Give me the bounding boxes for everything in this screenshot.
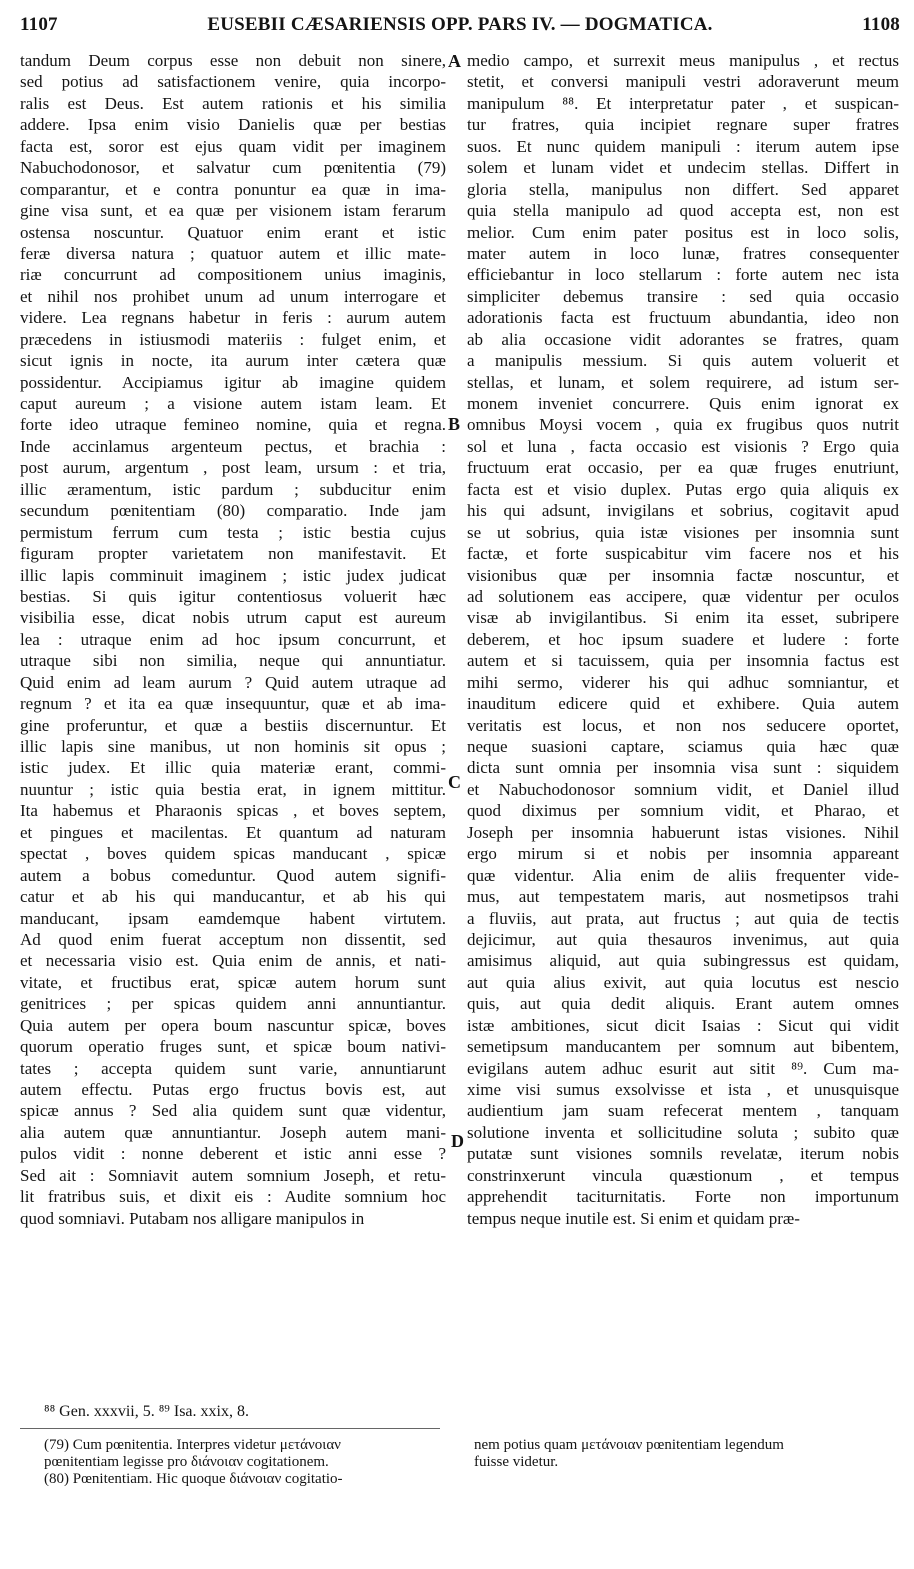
text-line: inauditum edicere quid et exhibere. Quia autem xyxy=(467,694,899,714)
text-line: autem a bobus comeduntur. Quod autem signifi- xyxy=(20,865,446,885)
text-line: et nihil nos prohibet unum ad unum interrogare et xyxy=(20,286,446,306)
section-marker-c: C xyxy=(448,772,461,792)
text-line: Quia autem per opera boum nascuntur spicæ, boves xyxy=(20,1015,446,1035)
section-marker-a: A xyxy=(448,51,461,71)
text-line: efficiebantur in loco stellarum : forte autem nec ista xyxy=(467,265,899,285)
section-marker-d: D xyxy=(451,1131,464,1151)
text-line: amisimus aliquid, aut quia subingressus est quidam, xyxy=(467,951,899,971)
text-line: illic lapis comminuit imaginem ; istic judex judicat xyxy=(20,565,446,585)
text-line: nuuntur ; istic quia bestia erat, in ignem mittitur. xyxy=(20,779,446,799)
text-line: mihi sermo, viderer his qui adhuc somniantur, et xyxy=(467,672,899,692)
text-line: regnum ? et ita ea quæ insequuntur, quæ et ab ima- xyxy=(20,694,446,714)
text-line: alia autem quæ annuntiantur. Joseph autem mani- xyxy=(20,1122,446,1142)
text-line: spicæ annus ? Sed alia quidem sunt quæ videntur, xyxy=(20,1101,446,1121)
text-line: secundum pœnitentiam (80) comparatio. Inde jam xyxy=(20,501,446,521)
text-line: aut quia alius exivit, aut quia locutus est nescio xyxy=(467,972,899,992)
text-line: omnibus Moysi vocem , quia ex frugibus quos nutrit xyxy=(467,415,899,435)
text-line: facta est et visio duplex. Putas ergo quia aliquis ex xyxy=(467,479,899,499)
text-line: stetit, et conversi manipuli vestri adoraverunt meum xyxy=(467,72,899,92)
text-line: forte ideo utraque femineo nomine, quia et regna. xyxy=(20,415,446,435)
text-line: figuram propter varietatem non manifestavit. Et xyxy=(20,544,446,564)
text-line: feræ diversa natura ; quatuor autem et illic mate- xyxy=(20,243,446,263)
text-line: sed potius ad satisfactionem venire, quia incorpo- xyxy=(20,72,446,92)
text-line: et necessaria visio est. Quia enim de annis, et nati- xyxy=(20,951,446,971)
text-line: monem inveniet concurrere. Quis enim ignorat ex xyxy=(467,394,899,413)
text-line: videre. Lea regnans habetur in feris : aurum autem xyxy=(20,308,446,328)
text-line: stellas, et lunam, et solem requirere, ad istum ser- xyxy=(467,372,899,392)
text-line: ostensa noscuntur. Quatuor enim erant et istic xyxy=(20,222,446,242)
text-line: Ita habemus et Pharaonis spicas , et boves septem, xyxy=(20,801,446,821)
section-marker-b: B xyxy=(448,414,461,434)
text-line: a fluviis, aut prata, aut fructus ; aut quia de tectis xyxy=(467,908,899,928)
text-line: simpliciter debemus transire : sed quia occasio xyxy=(467,286,899,306)
text-line: præcedens in istiusmodi materiis : fulget enim, et xyxy=(20,329,446,349)
left-column xyxy=(20,50,446,1229)
text-line: ergo mirum si et nobis per insomnia appareant xyxy=(467,844,899,864)
text-line: illic lapis sine manibus, ut non hominis sit opus ; xyxy=(20,737,446,756)
text-line: Nabuchodonosor, et salvatur cum pœnitentia (79) xyxy=(20,158,446,178)
text-line: manducant, ipsam eamdemque habent virtutem. xyxy=(20,908,446,928)
text-line: genitrices ; per spicas quidem anni annuntiantur. xyxy=(20,994,446,1014)
text-line: Quid enim ad leam aurum ? Quid autem utraque ad xyxy=(20,672,446,692)
text-line: apprehendit taciturnitatis. Forte non importunum xyxy=(467,1187,899,1207)
text-line: riæ concurrunt ad compositionem unius imaginis, xyxy=(20,265,446,285)
text-line: mater autem in loco lunæ, fratres consequenter xyxy=(467,243,899,263)
running-header xyxy=(20,14,900,44)
text-line: quis, aut quia dedit aliquis. Erant autem omnes xyxy=(467,994,899,1014)
text-line: semetipsum manducantem per somnum aut bibentem, xyxy=(467,1037,899,1057)
text-line: autem effectu. Putas ergo fructus bovis est, aut xyxy=(20,1080,446,1099)
running-title: EUSEBII CÆSARIENSIS OPP. PARS IV. — DOGMATICA. xyxy=(207,14,713,35)
note-line: (79) Cum pœnitentia. Interpres videtur μετάνοιαν xyxy=(44,1437,341,1453)
right-column xyxy=(467,50,899,1229)
text-line: pulos vidit : nonne deberent et istic anni esse ? xyxy=(20,1144,446,1164)
text-line: quod somniavi. Putabam nos alligare manipulos in xyxy=(20,1208,365,1228)
note-line: pœnitentiam legisse pro διάνοιαν cogitationem. xyxy=(44,1454,329,1470)
text-line: gine visa sunt, et ea quæ per visionem istam ferarum xyxy=(20,201,446,221)
note-line: nem potius quam μετάνοιαν pœnitentiam legendum xyxy=(474,1437,784,1453)
text-line: solem et lunam videt et undecim stellas. Differt in xyxy=(467,158,899,178)
text-line: gine proferuntur, et quæ a bestiis discernuntur. Et xyxy=(20,715,446,735)
text-line: quæ videntur. Alia enim de aliis frequenter vide- xyxy=(467,865,899,885)
text-line: suos. Et nunc quidem manipuli : iterum autem ipse xyxy=(467,136,899,156)
text-line: et Nabuchodonosor somnium vidit, et Daniel illud xyxy=(467,779,899,799)
text-line: quia stella manipulo ad quod accepta est, non est xyxy=(467,201,899,221)
text-line: possidentur. Accipiamus igitur ab imagine quidem xyxy=(20,372,446,392)
text-line: utraque sibi non similia, neque qui annuntiatur. xyxy=(20,651,446,671)
editor-notes-right xyxy=(474,1437,899,1471)
editor-notes-left xyxy=(44,1437,444,1488)
text-line: caput aureum ; a visione autem istam leam. Et xyxy=(20,394,446,413)
text-line: autem et si tacuissem, quia per insomnia factus est xyxy=(467,651,899,671)
text-line: sicut ignis in nocte, ita aurum inter cætera quæ xyxy=(20,351,446,371)
text-line: visæ ab invigilantibus. Si enim ita esset, subripere xyxy=(467,608,899,628)
text-line: ab alia occasione vidit adorantes se fratres, quam xyxy=(467,329,899,349)
text-line: tur fratres, quia incipiet regnare super fratres xyxy=(467,115,899,135)
text-line: addere. Ipsa enim visio Danielis quæ per bestias xyxy=(20,115,446,135)
text-line: tates ; accepta quidem sunt varie, annuntiarunt xyxy=(20,1058,446,1078)
text-line: ad solutionem eas accipere, quæ videntur per oculos xyxy=(467,586,899,606)
note-line: (80) Pœnitentiam. Hic quoque διάνοιαν cogitatio- xyxy=(44,1471,343,1487)
text-line: neque suasioni captare, sciamus quia hæc quæ xyxy=(467,737,899,756)
text-line: xime visi sumus exsolvisse et ista , et unusquisque xyxy=(467,1080,899,1099)
text-line: visionibus quæ per insomnia factæ noscuntur, et xyxy=(467,565,899,585)
page-number-left: 1107 xyxy=(20,14,58,35)
text-line: dejicimur, aut quia thesauros invenimus, aut quia xyxy=(467,929,899,949)
text-line: solutione inventa et sollicitudine soluta ; subito quæ xyxy=(467,1122,899,1142)
text-line: fructuum erat occasio, per ea quæ fruges enutriunt, xyxy=(467,458,899,478)
text-line: mus, aut tempestatem maris, aut nosmetipsos trahi xyxy=(467,887,899,907)
page-number-right: 1108 xyxy=(862,14,900,35)
text-line: quorum operatio fruges sunt, et spicæ boum nativi- xyxy=(20,1037,446,1057)
text-line: vitate, et fructibus erat, spicæ autem horum sunt xyxy=(20,972,446,992)
text-line: comparantur, et e contra ponuntur ea quæ in ima- xyxy=(20,179,446,199)
text-line: his qui adsunt, invigilans et sobrius, cogitavit apud xyxy=(467,501,899,521)
text-line: visibilia esse, dicat nobis utrum caput est aureum xyxy=(20,608,446,628)
text-line: Joseph per insomnia habuerunt istas visiones. Nihil xyxy=(467,822,899,842)
text-line: gloria stella, manipulus non differt. Sed apparet xyxy=(467,179,899,199)
text-line: factæ, et forte suspicabitur vim facere nos et his xyxy=(467,544,899,564)
text-line: veritatis est locus, et non nos seducere oportet, xyxy=(467,715,899,735)
text-line: manipulum ⁸⁸. Et interpretatur pater , et suspican- xyxy=(467,93,899,113)
text-line: dicta sunt omnia per insomnia visa sunt : siquidem xyxy=(467,758,899,778)
text-line: tempus neque inutile est. Si enim et quidam præ- xyxy=(467,1208,800,1228)
text-line: sol et luna , facta occasio est visionis ? Ergo quia xyxy=(467,436,899,456)
text-line: permistum ferrum cum testa ; istic bestia cujus xyxy=(20,522,446,542)
text-line: deberem, et hoc ipsum suadere et ludere : forte xyxy=(467,629,899,649)
text-line: istæ ambitiones, sicut dicit Isaias : Sicut qui vidit xyxy=(467,1015,899,1035)
text-line: facta est, soror est ejus quam vidit per imaginem xyxy=(20,136,446,156)
text-line: constrinxerunt vincula quæstionum , et tempus xyxy=(467,1165,899,1185)
text-line: bestias. Si quis igitur contentiosus voluerit hæc xyxy=(20,586,446,606)
text-line: illic æramentum, istic pardum ; subducitur enim xyxy=(20,479,446,499)
text-line: catur et ab his qui manducantur, et ab his qui xyxy=(20,887,446,907)
footnote-rule xyxy=(20,1428,440,1429)
biblical-footnotes: ⁸⁸ Gen. xxxvii, 5. ⁸⁹ Isa. xxix, 8. xyxy=(44,1403,249,1420)
text-line: post aurum, argentum , post leam, ursum : et tria, xyxy=(20,458,446,478)
text-line: spectat , boves quidem spicas manducant , spicæ xyxy=(20,844,446,864)
text-line: quod diximus per somnium vidit, et Pharao, et xyxy=(467,801,899,821)
text-line: istic judex. Et illic quia materiæ erant, commi- xyxy=(20,758,446,778)
text-line: putatæ sunt visiones somnils revelatæ, iterum nobis xyxy=(467,1144,899,1164)
text-line: a manipulis messium. Si quis autem voluerit et xyxy=(467,351,899,371)
text-line: et pingues et macilentas. Et quantum ad naturam xyxy=(20,822,446,842)
text-line: tandum Deum corpus esse non debuit non sinere, xyxy=(20,51,446,70)
text-line: Sed ait : Somniavit autem somnium Joseph, et retu- xyxy=(20,1165,446,1185)
note-line: fuisse videtur. xyxy=(474,1454,559,1470)
text-line: medio campo, et surrexit meus manipulus , et rectus xyxy=(467,51,899,70)
text-line: lit fratribus suis, et dixit eis : Audite somnium hoc xyxy=(20,1187,446,1207)
text-line: Inde accinlamus argenteum pectus, et brachia : xyxy=(20,436,446,456)
text-line: audientium jam suam refecerat mentem , tanquam xyxy=(467,1101,899,1121)
text-line: adorationis facta est fructuum abundantia, ideo non xyxy=(467,308,899,328)
text-line: melior. Cum enim pater positus est in loco solis, xyxy=(467,222,899,242)
text-line: Ad quod enim fuerat acceptum non dissentit, sed xyxy=(20,929,446,949)
text-line: se ut sobrius, quia istæ visiones per insomnia sunt xyxy=(467,522,899,542)
text-line: evigilans autem adhuc esurit aut sitit ⁸⁹. Cum ma- xyxy=(467,1058,899,1078)
text-line: ralis est Deus. Est autem rationis et his similia xyxy=(20,93,446,113)
text-line: lea : utraque enim ad hoc ipsum concurrunt, et xyxy=(20,629,446,649)
